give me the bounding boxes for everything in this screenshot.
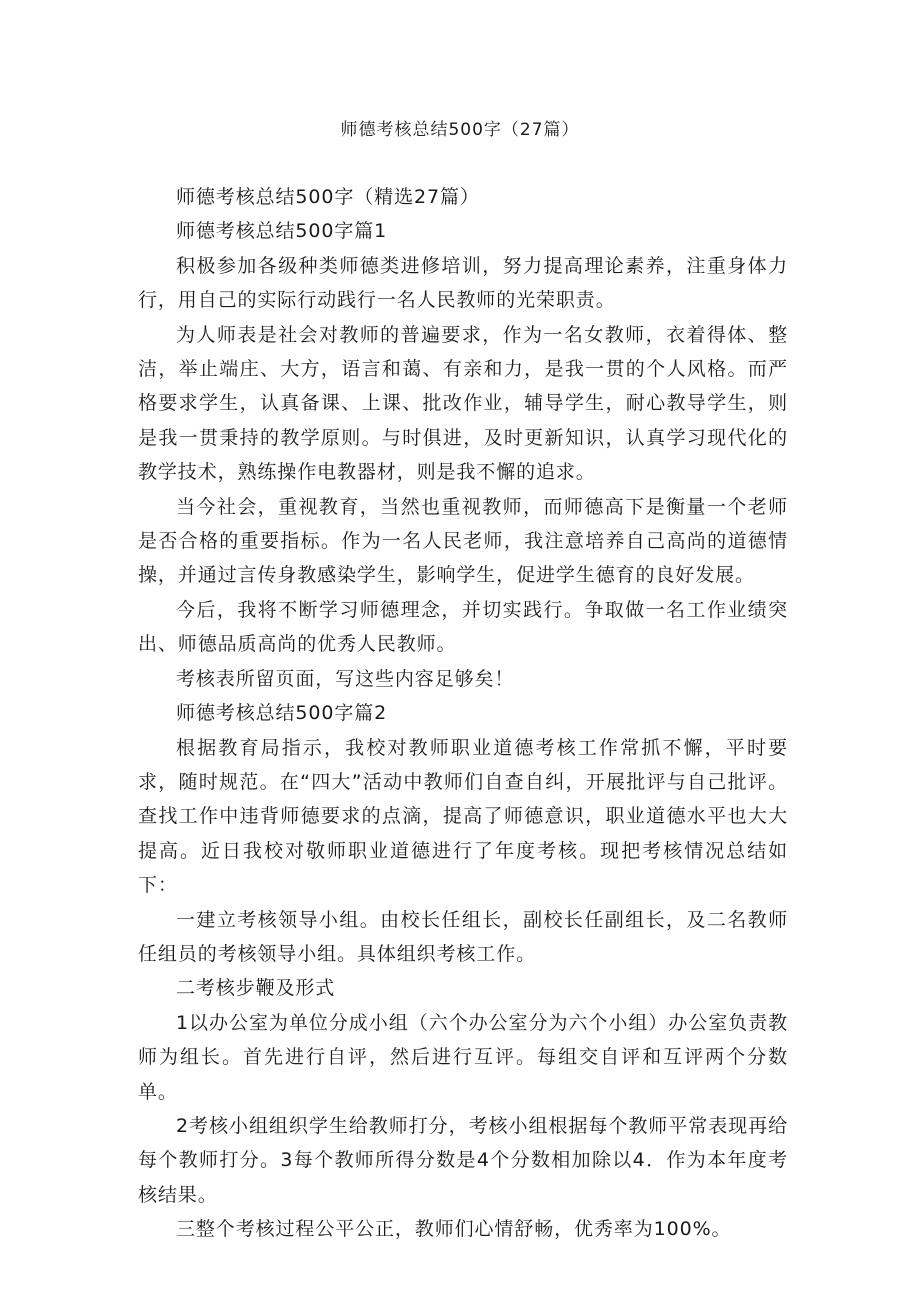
document-title: 师德考核总结500字（27篇） bbox=[340, 120, 580, 140]
body-paragraph: 为人师表是社会对教师的普遍要求，作为一名女教师，衣着得体、整洁，举止端庄、大方，语言和蔼、有亲和力，是我一贯的个人风格。而严格要求学生，认真备课、上课、批改作业，辅导学生，耐心教导学生，则是我一贯秉持的教学原则。与时俱进，及时更新知识，认真学习现代化的教学技术，熟练操作电教器材，则是我不懈的追求。 bbox=[138, 323, 788, 484]
body-paragraph: 2考核小组组织学生给教师打分，考核小组根据每个教师平常表现再给每个教师打分。3每个教师所得分数是4个分数相加除以4．作为本年度考核结果。 bbox=[138, 1114, 788, 1206]
body-paragraph: 二考核步鞭及形式 bbox=[176, 977, 336, 1000]
body-paragraph: 根据教育局指示，我校对教师职业道德考核工作常抓不懈，平时要求，随时规范。在“四大”活动中教师们自查自纠，开展批评与自己批评。查找工作中违背师德要求的点滴，提高了师德意识，职业道德水平也大大提高。近日我校对敬师职业道德进行了年度考核。现把考核情况总结如下： bbox=[138, 736, 788, 897]
body-paragraph: 积极参加各级种类师德类进修培训，努力提高理论素养，注重身体力行，用自己的实际行动践行一名人民教师的光荣职责。 bbox=[138, 254, 788, 312]
section-heading-2: 师德考核总结500字篇2 bbox=[176, 702, 388, 725]
subtitle-paragraph: 师德考核总结500字（精选27篇） bbox=[176, 186, 480, 208]
section-heading-1: 师德考核总结500字篇1 bbox=[176, 220, 388, 243]
body-paragraph: 今后，我将不断学习师德理念，并切实践行。争取做一名工作业绩突出、师德品质高尚的优秀人民教师。 bbox=[138, 598, 788, 656]
body-paragraph: 一建立考核领导小组。由校长任组长，副校长任副组长，及二名教师任组员的考核领导小组。具体组织考核工作。 bbox=[138, 908, 788, 965]
body-paragraph: 三整个考核过程公平公正，教师们心情舒畅，优秀率为100%。 bbox=[176, 1218, 732, 1241]
body-paragraph: 当今社会，重视教育，当然也重视教师，而师德高下是衡量一个老师是否合格的重要指标。作为一名人民老师，我注意培养自己高尚的道德情操，并通过言传身教感染学生，影响学生，促进学生德育的良好发展。 bbox=[138, 495, 788, 587]
body-paragraph: 考核表所留页面，写这些内容足够矣！ bbox=[176, 667, 515, 690]
document-body bbox=[138, 180, 788, 1247]
body-paragraph: 1以办公室为单位分成小组（六个办公室分为六个小组）办公室负责教师为组长。首先进行自评，然后进行互评。每组交自评和互评两个分数单。 bbox=[138, 1011, 788, 1103]
